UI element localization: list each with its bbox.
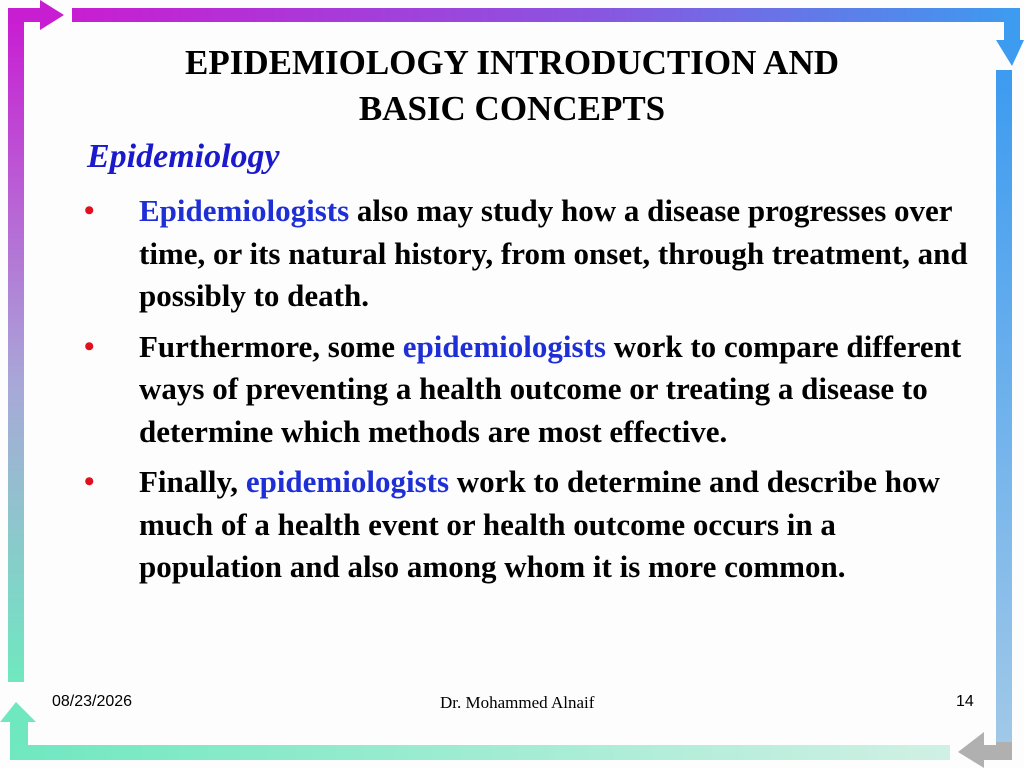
highlight-term: epidemiologists [402,328,606,364]
bullet-list [84,190,984,597]
bullet-text: work to compare different ways of preventing a health outcome or treating a disease to determine which methods are most effective. [139,328,962,449]
arrow-right-icon [8,0,64,682]
bullet-dot-icon: • [84,194,95,227]
bullet-dot-icon: • [84,465,95,498]
arrow-down-icon [996,8,1024,742]
slide-subtitle: Epidemiology [87,138,280,175]
bullet-text-prefix: Finally, [139,464,246,499]
footer-date: 08/23/2026 [52,693,133,710]
bullet-item [84,461,984,589]
highlight-term: epidemiologists [245,464,450,499]
page-number: 14 [956,693,974,710]
bullet-dot-icon: • [84,329,95,363]
footer-author: Dr. Mohammed Alnaif [440,693,595,712]
bullet-text: also may study how a disease progresses over time, or its natural history, from onset, through treatment, and possibly to death. [139,193,968,313]
slide-title [80,40,944,132]
bullet-text: work to determine and describe how much of a health event or health outcome occurs in a population and also among whom it is more common. [139,464,940,584]
highlight-term: Epidemiologists [139,193,350,228]
title-line-1: EPIDEMIOLOGY INTRODUCTION AND [184,43,840,82]
bullet-text-prefix: Furthermore, some [139,328,403,364]
title-line-2: BASIC CONCEPTS [358,89,666,128]
bullet-item [84,190,984,318]
bullet-item [84,326,984,454]
